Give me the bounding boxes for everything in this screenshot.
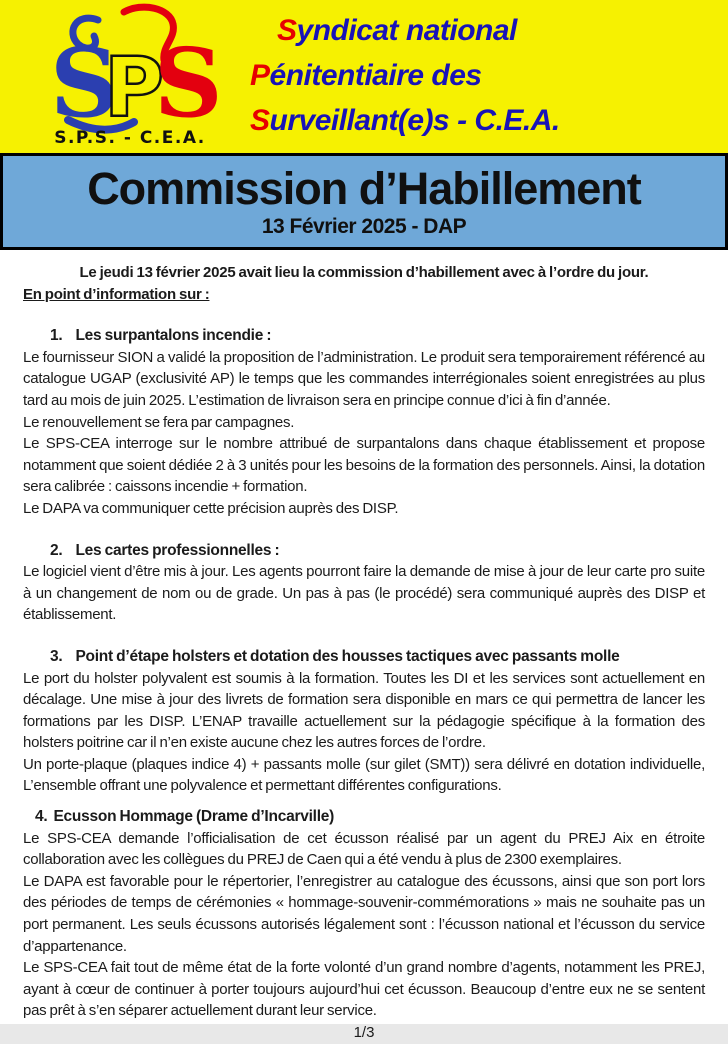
section-1-paragraph: Le renouvellement se fera par campagnes. <box>23 413 295 431</box>
info-heading: En point d’information sur : <box>23 285 210 303</box>
union-name <box>250 8 560 143</box>
section-4-paragraph: Le DAPA est favorable pour le répertorier, l’enregistrer au catalogue des écussons, ainsi que son port lors des périodes de temps de cérémonies « hommage-souvenir-commémorations » mais ne souhaite pas un port permanent. Les seuls écussons autorisés légalement sont : l’écusson national et l’écusson du service d’appartenance. <box>23 872 705 955</box>
page-title: Commission d’Habillement <box>87 162 641 214</box>
section-1-title: Les surpantalons incendie : <box>75 327 272 345</box>
page-number: 1/3 <box>353 1024 375 1041</box>
section-3-heading <box>50 646 705 668</box>
section-holsters <box>23 646 705 797</box>
section-1-paragraph: Le fournisseur SION a validé la proposition de l’administration. Le produit sera temporairement référencé au catalogue UGAP (exclusivité AP) le temps que les commandes interrégionales soient enregistrées au plus tard au mois de juin 2025. L’estimation de livraison sera en principe connue d’ici à fin d’année. <box>23 348 705 409</box>
logo-letter-p: P <box>104 41 165 136</box>
union-name-rest: urveillant(e)s - C.E.A. <box>269 104 560 137</box>
union-name-initial: P <box>250 59 270 92</box>
section-3-number: 3. <box>50 647 63 665</box>
section-4-title: Ecusson Hommage (Drame d’Incarville) <box>53 808 335 826</box>
section-4-number: 4. <box>35 808 48 826</box>
section-3-title: Point d’étape holsters et dotation des housses tactiques avec passants molle <box>75 647 620 665</box>
logo-letter-s1: S <box>50 28 119 139</box>
section-surpantalons <box>23 325 705 519</box>
section-ecusson-hommage <box>23 806 705 957</box>
section-1-paragraph: Le DAPA va communiquer cette précision auprès des DISP. <box>23 499 399 517</box>
section-cartes-professionnelles <box>23 540 705 626</box>
union-header <box>0 0 728 153</box>
section-4-paragraph: Le SPS-CEA demande l’officialisation de cet écusson réalisé par un agent du PREJ Aix en étroite collaboration avec les collègues du PREJ de Caen qui a été vendu à plus de 2300 exemplaires. <box>23 829 705 869</box>
section-3-paragraph: Le port du holster polyvalent est soumis à la formation. Toutes les DI et les services sont actuellement en décalage. Une mise à jour des livrets de formation sera disponible en mars ce qui permettra de lancer les formations par les DISP. L’ENAP travaille actuellement sur la pédagogie spécifique à la formation des holsters poitrine car il n’en existe aucune chez les autres forces de l’ordre. <box>23 669 705 752</box>
section-3-paragraph: Un porte-plaque (plaques indice 4) + passants molle (sur gilet (SMT)) sera délivré en dotation individuelle, L’ensemble offrant une polyvalence et permettant différentes configurations. <box>23 755 705 795</box>
banner-subtitle: 13 Février 2025 - DAP <box>261 214 467 238</box>
logo-caption: S.P.S. - C.E.A. <box>54 128 206 148</box>
union-name-rest: yndicat national <box>296 14 517 47</box>
section-2-number: 2. <box>50 541 63 559</box>
section-1-paragraph: Le SPS-CEA interroge sur le nombre attribué de surpantalons dans chaque établissement et propose notamment que soient dédiée 2 à 3 unités pour les besoins de la formation des personnels. Ainsi, la dotation sera calibrée : caissons incendie + formation. <box>23 435 705 496</box>
closing-paragraph: Le SPS-CEA fait tout de même état de la forte volonté d’un grand nombre d’agents, notamment les PREJ, ayant à cœur de continuer à porter toujours aujourd’hui cet écusson. Beaucoup d’entre eux ne se sentent pas prêt à s’en séparer actuellement durant leur service. <box>23 959 705 1020</box>
sps-logo <box>30 4 242 151</box>
union-name-initial: S <box>277 14 297 47</box>
document-body <box>0 250 728 1044</box>
union-name-rest: énitentiaire des <box>269 59 482 92</box>
section-1-number: 1. <box>50 327 63 345</box>
union-name-line-2 <box>250 53 560 98</box>
title-banner <box>0 153 728 250</box>
union-name-line-3 <box>250 98 560 143</box>
logo-letter-s2: S <box>154 28 223 139</box>
section-2-heading <box>50 540 705 562</box>
intro-line: Le jeudi 13 février 2025 avait lieu la commission d’habillement avec à l’ordre du jour. <box>79 264 649 281</box>
union-name-initial: S <box>250 104 270 137</box>
section-2-paragraph: Le logiciel vient d’être mis à jour. Les agents pourront faire la demande de mise à jour de leur carte pro suite à un changement de nom ou de grade. Un pas à pas (le procédé) sera communiqué auprès des DISP et établissement. <box>23 563 705 624</box>
section-2-title: Les cartes professionnelles : <box>75 541 280 559</box>
union-name-line-1 <box>250 8 560 53</box>
section-4-heading <box>35 806 705 828</box>
section-1-heading <box>50 325 705 347</box>
